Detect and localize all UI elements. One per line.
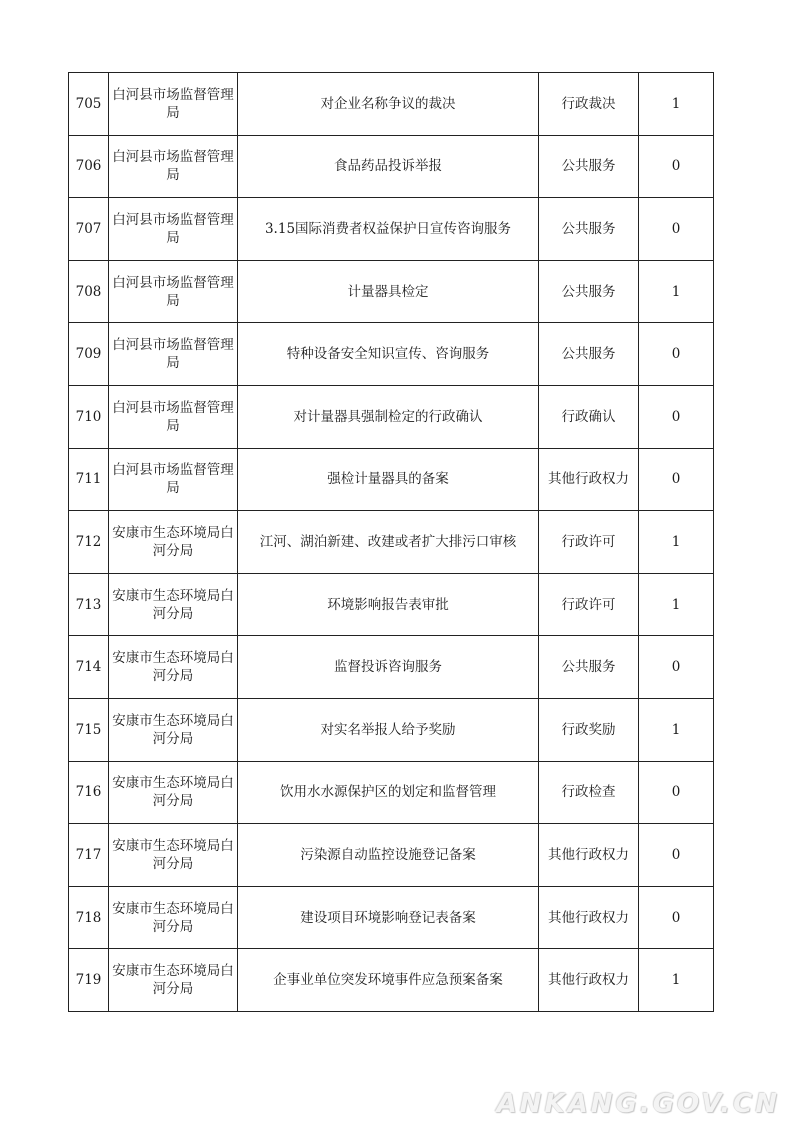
row-number-cell: 705 [69,73,109,136]
category-cell: 公共服务 [539,135,639,198]
department-cell: 白河县市场监督管理局 [109,198,238,261]
flag-cell: 1 [639,260,714,323]
row-number-cell: 709 [69,323,109,386]
item-name-cell: 食品药品投诉举报 [238,135,539,198]
site-watermark: ANKANG.GOV.CN [496,1089,780,1119]
flag-cell: 1 [639,511,714,574]
department-cell: 安康市生态环境局白河分局 [109,636,238,699]
department-cell: 白河县市场监督管理局 [109,73,238,136]
flag-cell: 0 [639,636,714,699]
category-cell: 其他行政权力 [539,886,639,949]
row-number-cell: 718 [69,886,109,949]
department-cell: 安康市生态环境局白河分局 [109,698,238,761]
flag-cell: 0 [639,824,714,887]
category-cell: 其他行政权力 [539,448,639,511]
department-cell: 白河县市场监督管理局 [109,323,238,386]
item-name-cell: 对计量器具强制检定的行政确认 [238,385,539,448]
table-row [69,511,714,574]
table-row [69,886,714,949]
department-cell: 白河县市场监督管理局 [109,260,238,323]
table-row [69,636,714,699]
item-name-cell: 3.15国际消费者权益保护日宣传咨询服务 [238,198,539,261]
table-row [69,323,714,386]
flag-cell: 1 [639,73,714,136]
table-row [69,824,714,887]
item-name-cell: 计量器具检定 [238,260,539,323]
department-cell: 白河县市场监督管理局 [109,135,238,198]
item-name-cell: 对实名举报人给予奖励 [238,698,539,761]
flag-cell: 0 [639,135,714,198]
flag-cell: 0 [639,886,714,949]
row-number-cell: 712 [69,511,109,574]
table-row [69,448,714,511]
row-number-cell: 719 [69,949,109,1012]
category-cell: 行政裁决 [539,73,639,136]
category-cell: 公共服务 [539,260,639,323]
item-name-cell: 特种设备安全知识宣传、咨询服务 [238,323,539,386]
category-cell: 行政确认 [539,385,639,448]
category-cell: 其他行政权力 [539,824,639,887]
table-row [69,198,714,261]
table-row [69,949,714,1012]
item-name-cell: 建设项目环境影响登记表备案 [238,886,539,949]
item-name-cell: 污染源自动监控设施登记备案 [238,824,539,887]
item-name-cell: 对企业名称争议的裁决 [238,73,539,136]
category-cell: 行政奖励 [539,698,639,761]
category-cell: 公共服务 [539,323,639,386]
row-number-cell: 711 [69,448,109,511]
department-cell: 白河县市场监督管理局 [109,385,238,448]
item-name-cell: 江河、湖泊新建、改建或者扩大排污口审核 [238,511,539,574]
item-name-cell: 监督投诉咨询服务 [238,636,539,699]
row-number-cell: 707 [69,198,109,261]
row-number-cell: 715 [69,698,109,761]
item-name-cell: 强检计量器具的备案 [238,448,539,511]
department-cell: 安康市生态环境局白河分局 [109,761,238,824]
table-row [69,761,714,824]
category-cell: 公共服务 [539,198,639,261]
items-table-body [69,73,714,1012]
flag-cell: 0 [639,198,714,261]
flag-cell: 1 [639,698,714,761]
table-row [69,260,714,323]
row-number-cell: 717 [69,824,109,887]
department-cell: 安康市生态环境局白河分局 [109,511,238,574]
flag-cell: 0 [639,448,714,511]
table-row [69,573,714,636]
row-number-cell: 713 [69,573,109,636]
flag-cell: 1 [639,573,714,636]
category-cell: 行政许可 [539,511,639,574]
row-number-cell: 706 [69,135,109,198]
row-number-cell: 716 [69,761,109,824]
item-name-cell: 企事业单位突发环境事件应急预案备案 [238,949,539,1012]
category-cell: 行政检查 [539,761,639,824]
department-cell: 白河县市场监督管理局 [109,448,238,511]
category-cell: 公共服务 [539,636,639,699]
items-table [68,72,714,1012]
department-cell: 安康市生态环境局白河分局 [109,824,238,887]
flag-cell: 0 [639,761,714,824]
department-cell: 安康市生态环境局白河分局 [109,949,238,1012]
category-cell: 其他行政权力 [539,949,639,1012]
table-row [69,385,714,448]
flag-cell: 1 [639,949,714,1012]
item-name-cell: 环境影响报告表审批 [238,573,539,636]
row-number-cell: 710 [69,385,109,448]
flag-cell: 0 [639,323,714,386]
flag-cell: 0 [639,385,714,448]
row-number-cell: 708 [69,260,109,323]
table-row [69,698,714,761]
row-number-cell: 714 [69,636,109,699]
department-cell: 安康市生态环境局白河分局 [109,886,238,949]
table-row [69,135,714,198]
category-cell: 行政许可 [539,573,639,636]
department-cell: 安康市生态环境局白河分局 [109,573,238,636]
item-name-cell: 饮用水水源保护区的划定和监督管理 [238,761,539,824]
table-row [69,73,714,136]
